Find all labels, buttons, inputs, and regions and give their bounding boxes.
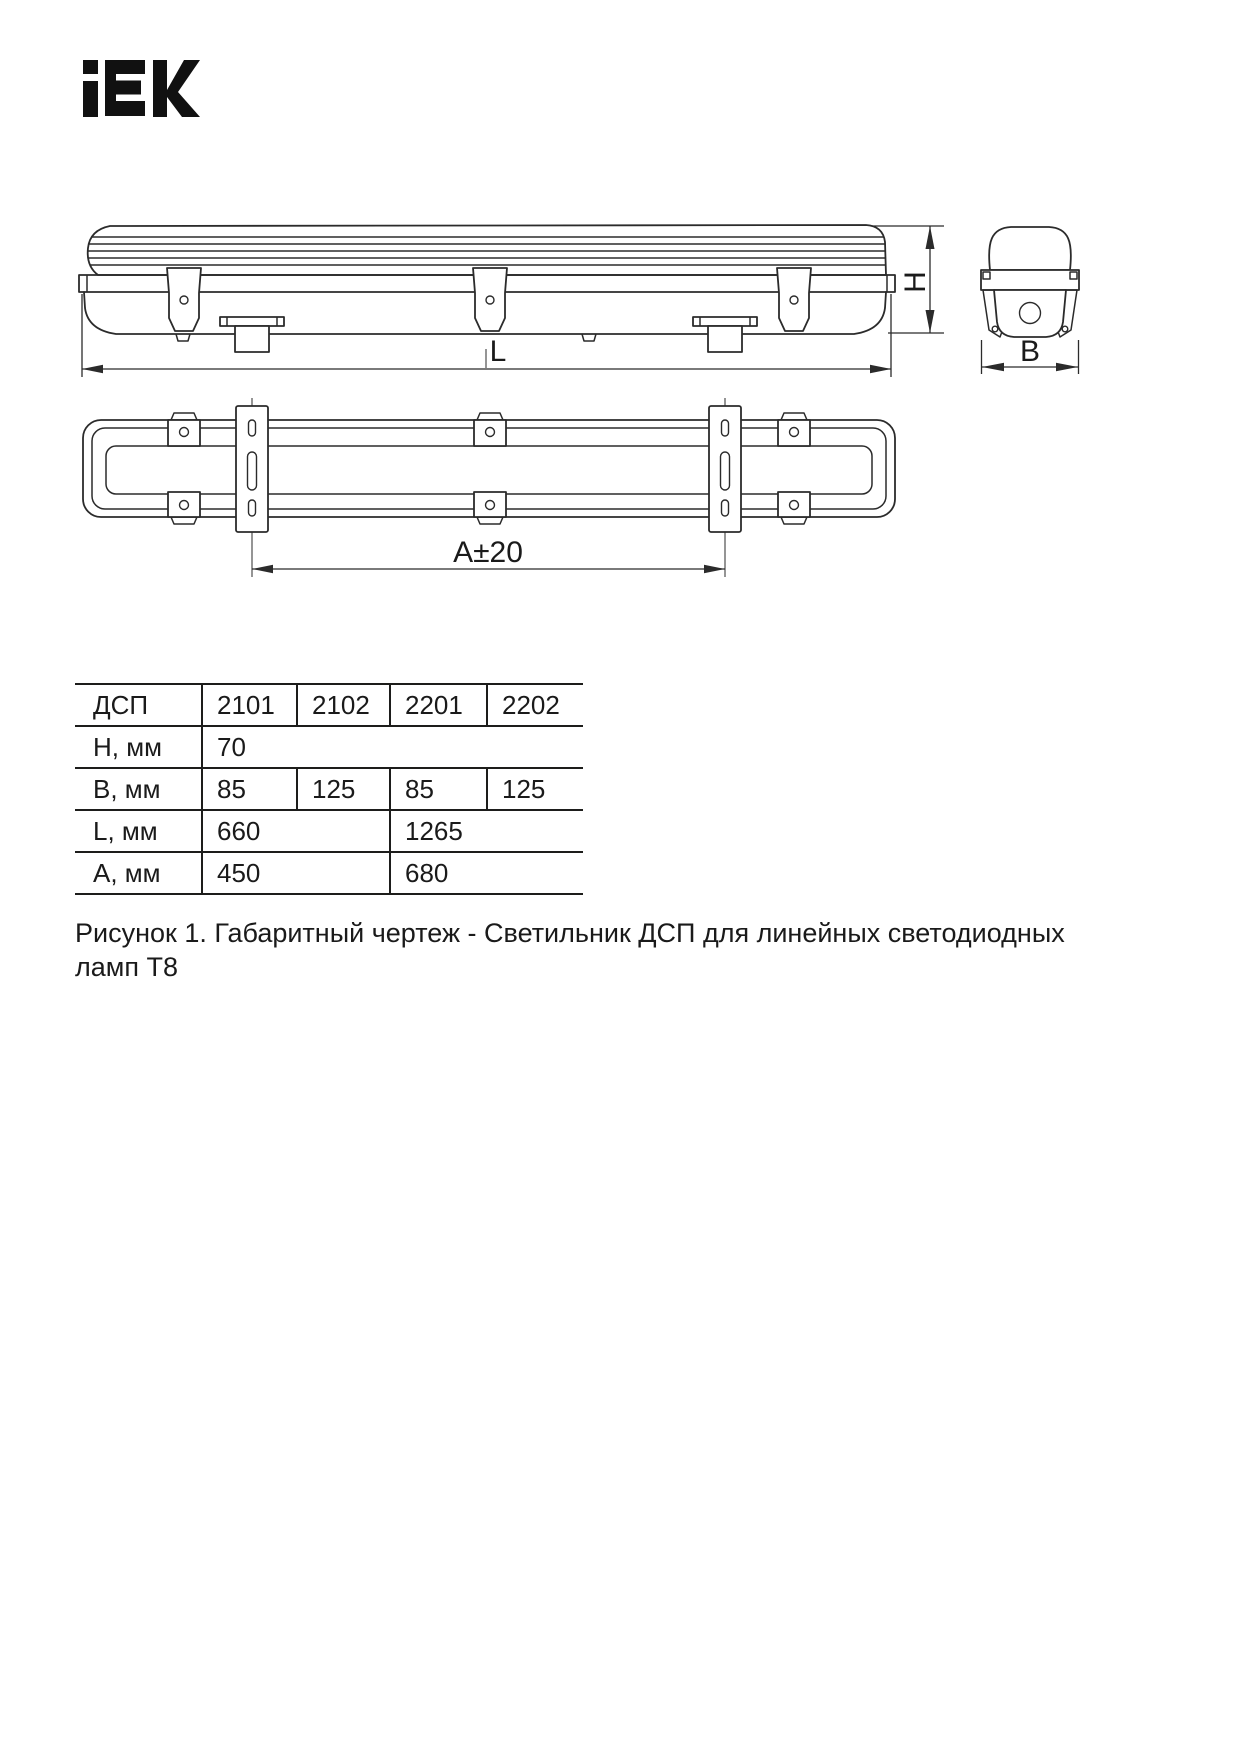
model-cell: 2101 [202,684,297,726]
value-cell: 660 [202,810,390,852]
row-label: L, мм [75,810,202,852]
table-row-b [75,768,583,810]
value-cell: 125 [297,768,390,810]
spec-table [75,683,583,895]
top-view [83,398,895,532]
latch-clip [777,268,811,331]
value-cell: 85 [390,768,487,810]
cable-gland-hole [1020,303,1041,324]
row-label: H, мм [75,726,202,768]
spec-table-wrap [75,683,583,895]
row-label: A, мм [75,852,202,894]
latch-clip [167,268,201,331]
logo-i-stem [83,81,98,117]
value-cell: 85 [202,768,297,810]
latch-bump [176,334,190,341]
row-label: ДСП [75,684,202,726]
dimensional-drawing [60,180,1120,600]
model-cell: 2102 [297,684,390,726]
table-row-l [75,810,583,852]
value-cell: 1265 [390,810,583,852]
model-cell: 2202 [487,684,583,726]
value-cell: 70 [202,726,583,768]
dimension-width [982,335,1079,374]
figure-caption: Рисунок 1. Габаритный чертеж - Светильник ДСП для линейных светодиодных ламп Т8 [75,918,1065,982]
logo-i-dot [83,60,98,74]
value-cell: 125 [487,768,583,810]
dimension-mount-spacing [252,532,725,577]
latch-clip-bottom [778,492,810,524]
end-dome [989,227,1071,270]
latch-clip-bottom [474,492,506,524]
top-inner-panel [106,446,872,494]
end-view [981,227,1079,337]
table-row-model [75,684,583,726]
side-view [79,225,895,352]
cover-ribs [84,237,890,265]
row-label: B, мм [75,768,202,810]
model-cell: 2201 [390,684,487,726]
latch-clip-bottom [168,492,200,524]
table-row-h [75,726,583,768]
logo-e [105,60,145,116]
dim-label-mount-spacing: А±20 [453,536,523,569]
dim-label-width: B [1019,335,1041,368]
table-row-a [75,852,583,894]
latch-clip [473,268,507,331]
latch-clip-top [778,413,810,446]
logo-k-stem [153,60,167,117]
value-cell: 680 [390,852,583,894]
logo-k-arms [167,60,200,117]
latch-clip-top [474,413,506,446]
end-flange [981,270,1079,290]
iek-logo [83,60,200,117]
latch-clip-top [168,413,200,446]
dim-label-height: H [899,271,932,293]
value-cell: 450 [202,852,390,894]
mounting-strap [709,406,741,532]
dim-label-length: L [489,335,507,368]
latch-bump [582,334,596,341]
mounting-strap [236,406,268,532]
